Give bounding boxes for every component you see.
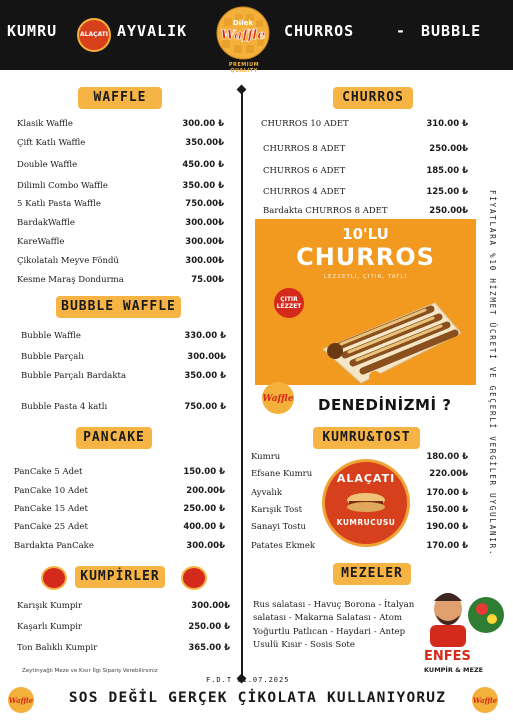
list-item: 5 Katlı Pasta Waffle 750.00₺ bbox=[17, 199, 224, 209]
list-item: CHURROS 4 ADET 125.00 ₺ bbox=[263, 187, 468, 197]
list-item: PanCake 5 Adet 150.00 ₺ bbox=[14, 467, 225, 477]
alacati-badge-icon: ALAÇATI bbox=[77, 18, 111, 52]
list-item: Bubble Pasta 4 katlı 750.00 ₺ bbox=[21, 402, 226, 412]
divider-diamond-top bbox=[237, 85, 247, 95]
list-item: CHURROS 6 ADET 185.00 ₺ bbox=[263, 166, 468, 176]
list-item: Bardakta PanCake 300.00₺ bbox=[14, 541, 225, 551]
list-item: Kesme Maraş Dondurma 75.00₺ bbox=[17, 275, 224, 285]
promo-line2: CHURROS bbox=[296, 243, 435, 271]
footer-waffle-logo-icon bbox=[6, 686, 36, 714]
waffle-section-title: WAFFLE bbox=[78, 87, 162, 109]
footer-slogan: SOS DEĞİL GERÇEK ÇİKOLATA KULLANIYORUZ bbox=[68, 690, 447, 706]
dilek-waffle-logo-icon bbox=[212, 4, 274, 62]
alacati-kumrucusu-logo-icon: ALAÇATI KUMRUCUSU bbox=[322, 459, 410, 547]
enfes-small-logo-icon bbox=[181, 566, 207, 590]
list-item: Ayvalık 170.00 ₺ bbox=[251, 488, 468, 498]
kumpir-note: Zeytinyağlı Meze ve Kısır İlgi Sipariş Verebilirsiniz bbox=[22, 668, 158, 674]
churros-tray-icon bbox=[315, 289, 465, 385]
header-kumru: KUMRU bbox=[7, 22, 58, 40]
list-item: PanCake 25 Adet 400.00 ₺ bbox=[14, 522, 225, 532]
enfes-subtitle: KUMPİR & MEZE bbox=[424, 666, 484, 674]
list-item: Double Waffle 450.00 ₺ bbox=[17, 160, 224, 170]
promo-badge: ÇITIR LEZZET bbox=[274, 288, 304, 318]
pancake-section-title: PANCAKE bbox=[76, 427, 152, 449]
churros-promo-banner bbox=[255, 219, 476, 385]
kumpir-section-title: KUMPİRLER bbox=[75, 566, 165, 588]
header-churros: CHURROS bbox=[284, 22, 355, 40]
enfes-small-logo-icon bbox=[41, 566, 67, 590]
list-item: Bubble Parçalı Bardakta 350.00 ₺ bbox=[21, 371, 226, 381]
list-item: CHURROS 10 ADET 310.00 ₺ bbox=[261, 119, 468, 129]
list-item: Klasik Waffle 300.00 ₺ bbox=[17, 119, 224, 129]
churros-section-title: CHURROS bbox=[333, 87, 413, 109]
bubble-waffle-section-title: BUBBLE WAFFLE bbox=[56, 296, 181, 318]
list-item: Bardakta CHURROS 8 ADET 250.00₺ bbox=[263, 206, 468, 216]
list-item: Dilimli Combo Waffle 350.00 ₺ bbox=[17, 181, 224, 191]
list-item: KareWaffle 300.00₺ bbox=[17, 237, 224, 247]
list-item: PanCake 15 Adet 250.00 ₺ bbox=[14, 504, 225, 514]
svg-text:Waffle: Waffle bbox=[220, 28, 266, 43]
mezeler-section-title: MEZELER bbox=[333, 563, 411, 585]
service-fee-notice: FİYATLARA %10 HİZMET ÜCRETİ VE GEÇERLİ VERGİLER UYGULANIR. bbox=[488, 190, 497, 557]
list-item: Karışık Tost 150.00 ₺ bbox=[251, 505, 468, 515]
list-item: Karışık Kumpir 300.00₺ bbox=[17, 601, 230, 611]
fdt-date: F.D.T 01.07.2025 bbox=[206, 676, 290, 684]
header-bubble: BUBBLE bbox=[421, 22, 482, 40]
list-item: Bubble Parçalı 300.00₺ bbox=[21, 352, 226, 362]
svg-text:Waffle: Waffle bbox=[8, 696, 34, 705]
footer-waffle-logo-icon bbox=[470, 686, 500, 714]
mezeler-description: Rus salatası - Havuç Borona - İtalyan salatası - Makarna Salatası - Atom Yoğurtlu Patlıcan - Haydari - Antep Usulü Kısır - Sosis Sote bbox=[253, 600, 415, 651]
list-item: PanCake 10 Adet 200.00₺ bbox=[14, 486, 225, 496]
svg-text:Waffle: Waffle bbox=[472, 696, 498, 705]
svg-text:Waffle: Waffle bbox=[262, 394, 294, 404]
kumru-tost-section-title: KUMRU&TOST bbox=[313, 427, 420, 449]
promo-line1: 10'LU bbox=[342, 225, 389, 243]
list-item: Kaşarlı Kumpir 250.00 ₺ bbox=[17, 622, 230, 632]
center-divider bbox=[241, 88, 243, 678]
logo-subtitle: PREMIUM QUALITY bbox=[228, 62, 260, 74]
list-item: Bubble Waffle 330.00 ₺ bbox=[21, 331, 226, 341]
svg-text:Dilek: Dilek bbox=[232, 19, 254, 27]
list-item: Efsane Kumru 220.00₺ bbox=[251, 469, 468, 479]
header-dash: - bbox=[396, 22, 407, 40]
promo-subtitle: LEZZETLİ, ÇITIR, TATLI bbox=[323, 274, 408, 280]
list-item: Ton Balıklı Kumpir 365.00 ₺ bbox=[17, 643, 230, 653]
list-item: BardakWaffle 300.00₺ bbox=[17, 218, 224, 228]
list-item: Çift Katlı Waffle 350.00₺ bbox=[17, 138, 224, 148]
header-ayvalik: AYVALIK bbox=[117, 22, 188, 40]
list-item: Sanayi Tostu 190.00 ₺ bbox=[251, 522, 468, 532]
promo-question: DENEDİNİZMİ ? bbox=[318, 396, 452, 414]
enfes-chef-icon bbox=[418, 585, 508, 647]
list-item: Kumru 180.00 ₺ bbox=[251, 452, 468, 462]
enfes-title: ENFES bbox=[424, 649, 471, 664]
list-item: Patates Ekmek 170.00 ₺ bbox=[251, 541, 468, 551]
list-item: Çikolatalı Meyve Föndü 300.00₺ bbox=[17, 256, 224, 266]
dilek-waffle-small-logo-icon bbox=[257, 380, 299, 416]
header-bar bbox=[0, 0, 513, 74]
list-item: CHURROS 8 ADET 250.00₺ bbox=[263, 144, 468, 154]
